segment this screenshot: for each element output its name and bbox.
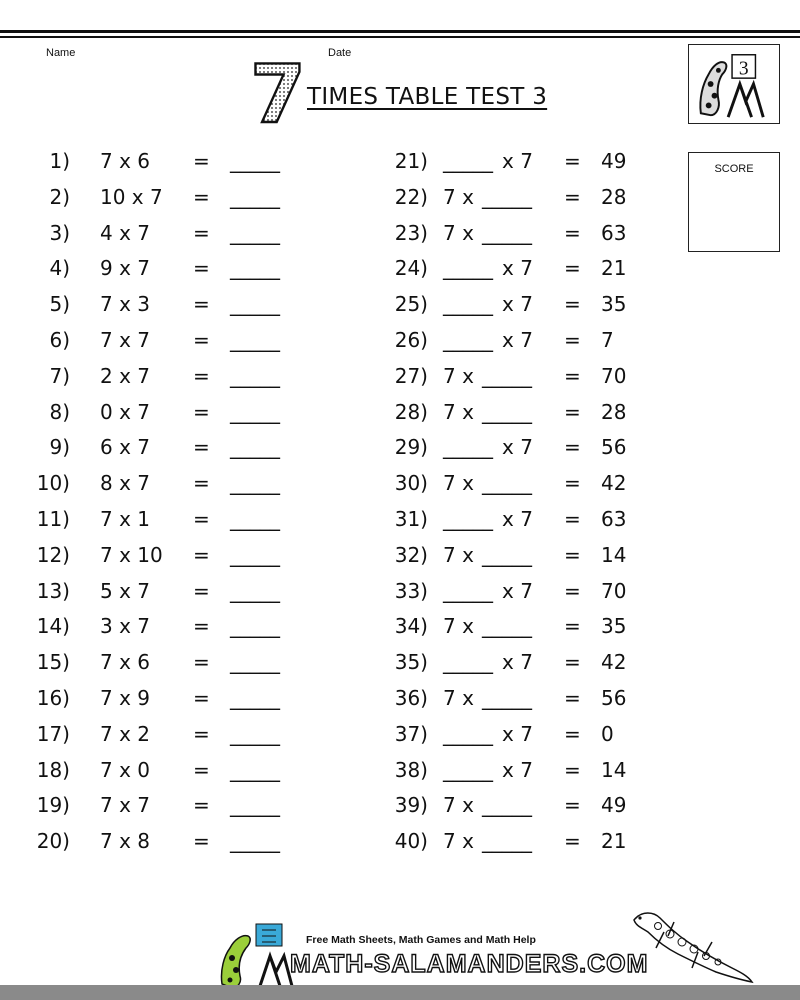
problem-number: 27) bbox=[394, 363, 428, 388]
equals-sign: = bbox=[564, 435, 581, 460]
equals-sign: = bbox=[193, 578, 210, 603]
answer-blank[interactable]: _____ bbox=[230, 507, 280, 531]
footer-salamander-icon bbox=[212, 922, 294, 988]
problem-row bbox=[0, 325, 660, 355]
answer-blank[interactable]: _____ bbox=[230, 399, 280, 424]
problem-number: 29) bbox=[394, 435, 428, 460]
answer-blank[interactable]: _____ bbox=[230, 542, 280, 567]
problem-expression: 7 x 1 bbox=[100, 507, 150, 531]
problem-result: 70 bbox=[601, 363, 627, 388]
problem-expression: 9 x 7 bbox=[100, 256, 150, 281]
answer-blank[interactable]: _____ bbox=[482, 363, 532, 388]
equals-sign: = bbox=[193, 149, 210, 173]
problem-result: 49 bbox=[601, 149, 627, 173]
problem-expression: 0 x 7 bbox=[100, 399, 150, 424]
problem-number: 1) bbox=[49, 149, 70, 173]
problem-number: 24) bbox=[394, 256, 428, 281]
problem-factor: 7 x bbox=[443, 363, 474, 388]
problem-factor: 7 x bbox=[443, 220, 474, 245]
problem-row bbox=[0, 790, 660, 820]
answer-blank[interactable]: _____ bbox=[443, 578, 493, 603]
problem-factor: x 7 bbox=[502, 435, 533, 460]
problem-row bbox=[0, 647, 660, 677]
equals-sign: = bbox=[564, 149, 581, 173]
answer-blank[interactable]: _____ bbox=[230, 149, 280, 173]
problem-result: 56 bbox=[601, 435, 627, 460]
problem-row bbox=[0, 826, 660, 856]
problem-factor: x 7 bbox=[502, 757, 533, 782]
equals-sign: = bbox=[564, 757, 581, 782]
problem-number: 36) bbox=[394, 686, 428, 710]
salamander-icon bbox=[628, 902, 754, 986]
equals-sign: = bbox=[564, 328, 581, 352]
equals-sign: = bbox=[564, 686, 581, 710]
problem-number: 19) bbox=[36, 793, 70, 818]
answer-blank[interactable]: _____ bbox=[443, 650, 493, 675]
equals-sign: = bbox=[193, 614, 210, 639]
problem-number: 12) bbox=[36, 542, 70, 567]
equals-sign: = bbox=[564, 721, 581, 746]
problem-number: 18) bbox=[36, 757, 70, 782]
page-title: TIMES TABLE TEST 3 bbox=[307, 84, 548, 110]
answer-blank[interactable]: _____ bbox=[482, 220, 532, 245]
problem-number: 39) bbox=[394, 793, 428, 818]
answer-blank[interactable]: _____ bbox=[482, 829, 532, 854]
answer-blank[interactable]: _____ bbox=[443, 507, 493, 531]
problem-row bbox=[0, 361, 660, 391]
equals-sign: = bbox=[564, 578, 581, 603]
problem-factor: 7 x bbox=[443, 686, 474, 710]
problem-number: 31) bbox=[394, 507, 428, 531]
big-number-text: 7 bbox=[250, 58, 306, 128]
problem-factor: 7 x bbox=[443, 614, 474, 639]
equals-sign: = bbox=[193, 220, 210, 245]
answer-blank[interactable]: _____ bbox=[443, 435, 493, 460]
answer-blank[interactable]: _____ bbox=[230, 721, 280, 746]
problem-row bbox=[0, 719, 660, 749]
answer-blank[interactable]: _____ bbox=[482, 542, 532, 567]
problem-row bbox=[0, 576, 660, 606]
header-rule-thin bbox=[0, 36, 800, 38]
problem-expression: 7 x 3 bbox=[100, 292, 150, 317]
problem-expression: 7 x 8 bbox=[100, 829, 150, 854]
problem-expression: 7 x 6 bbox=[100, 149, 150, 173]
answer-blank[interactable]: _____ bbox=[230, 328, 280, 352]
answer-blank[interactable]: _____ bbox=[230, 650, 280, 675]
problem-number: 23) bbox=[394, 220, 428, 245]
problem-number: 26) bbox=[394, 328, 428, 352]
problem-result: 0 bbox=[601, 721, 614, 746]
date-label: Date bbox=[328, 47, 352, 59]
answer-blank[interactable]: _____ bbox=[482, 686, 532, 710]
problem-number: 37) bbox=[394, 721, 428, 746]
problem-result: 7 bbox=[601, 328, 614, 352]
problem-result: 63 bbox=[601, 220, 627, 245]
answer-blank[interactable]: _____ bbox=[443, 256, 493, 281]
name-label: Name bbox=[46, 47, 76, 59]
equals-sign: = bbox=[564, 363, 581, 388]
problem-expression: 2 x 7 bbox=[100, 363, 150, 388]
problem-number: 38) bbox=[394, 757, 428, 782]
problem-number: 32) bbox=[394, 542, 428, 567]
equals-sign: = bbox=[564, 614, 581, 639]
problem-factor: x 7 bbox=[502, 328, 533, 352]
problem-result: 21 bbox=[601, 256, 627, 281]
problem-result: 49 bbox=[601, 793, 627, 818]
problem-result: 56 bbox=[601, 686, 627, 710]
problem-number: 35) bbox=[394, 650, 428, 675]
problem-factor: x 7 bbox=[502, 721, 533, 746]
equals-sign: = bbox=[564, 292, 581, 317]
problem-row bbox=[0, 683, 660, 713]
equals-sign: = bbox=[564, 471, 581, 496]
equals-sign: = bbox=[193, 793, 210, 818]
problem-expression: 4 x 7 bbox=[100, 220, 150, 245]
equals-sign: = bbox=[193, 435, 210, 460]
problem-factor: 7 x bbox=[443, 542, 474, 567]
problem-number: 15) bbox=[36, 650, 70, 675]
problem-number: 34) bbox=[394, 614, 428, 639]
problem-factor: 7 x bbox=[443, 399, 474, 424]
problem-row bbox=[0, 253, 660, 283]
problem-factor: x 7 bbox=[502, 650, 533, 675]
answer-blank[interactable]: _____ bbox=[230, 471, 280, 496]
answer-blank[interactable]: _____ bbox=[443, 149, 493, 173]
equals-sign: = bbox=[193, 721, 210, 746]
problem-row bbox=[0, 218, 660, 248]
header-rule bbox=[0, 30, 800, 33]
problem-row bbox=[0, 289, 660, 319]
logo-number: 3 bbox=[738, 58, 749, 80]
problem-result: 63 bbox=[601, 507, 627, 531]
problem-row bbox=[0, 755, 660, 785]
problem-expression: 6 x 7 bbox=[100, 435, 150, 460]
equals-sign: = bbox=[564, 184, 581, 209]
bottom-band bbox=[0, 985, 800, 1000]
equals-sign: = bbox=[564, 220, 581, 245]
logo-box bbox=[688, 44, 780, 124]
answer-blank[interactable]: _____ bbox=[230, 578, 280, 603]
problem-number: 25) bbox=[394, 292, 428, 317]
answer-blank[interactable]: _____ bbox=[482, 399, 532, 424]
problem-result: 14 bbox=[601, 757, 627, 782]
equals-sign: = bbox=[193, 399, 210, 424]
equals-sign: = bbox=[564, 542, 581, 567]
problem-number: 28) bbox=[394, 399, 428, 424]
problem-result: 21 bbox=[601, 829, 627, 854]
problem-result: 28 bbox=[601, 399, 627, 424]
problem-result: 35 bbox=[601, 292, 627, 317]
big-number-seven bbox=[250, 58, 306, 128]
problem-number: 4) bbox=[49, 256, 70, 281]
answer-blank[interactable]: _____ bbox=[230, 757, 280, 782]
problem-expression: 5 x 7 bbox=[100, 578, 150, 603]
answer-blank[interactable]: _____ bbox=[443, 757, 493, 782]
equals-sign: = bbox=[193, 328, 210, 352]
problem-factor: x 7 bbox=[502, 149, 533, 173]
problem-number: 21) bbox=[394, 149, 428, 173]
problem-number: 7) bbox=[49, 363, 70, 388]
problem-number: 10) bbox=[36, 471, 70, 496]
problem-expression: 10 x 7 bbox=[100, 184, 163, 209]
problem-number: 16) bbox=[36, 686, 70, 710]
problem-number: 8) bbox=[49, 399, 70, 424]
problem-factor: x 7 bbox=[502, 256, 533, 281]
answer-blank[interactable]: _____ bbox=[482, 471, 532, 496]
problem-expression: 7 x 0 bbox=[100, 757, 150, 782]
problem-row bbox=[0, 146, 660, 176]
answer-blank[interactable]: _____ bbox=[482, 184, 532, 209]
equals-sign: = bbox=[564, 256, 581, 281]
problem-row bbox=[0, 504, 660, 534]
equals-sign: = bbox=[193, 507, 210, 531]
problem-expression: 7 x 2 bbox=[100, 721, 150, 746]
problem-expression: 8 x 7 bbox=[100, 471, 150, 496]
answer-blank[interactable]: _____ bbox=[482, 614, 532, 639]
answer-blank[interactable]: _____ bbox=[230, 793, 280, 818]
salamander-logo-icon bbox=[689, 45, 779, 123]
problem-number: 2) bbox=[49, 184, 70, 209]
problem-result: 42 bbox=[601, 471, 627, 496]
answer-blank[interactable]: _____ bbox=[230, 363, 280, 388]
footer-tagline: Free Math Sheets, Math Games and Math Help bbox=[306, 934, 536, 946]
problem-expression: 7 x 6 bbox=[100, 650, 150, 675]
equals-sign: = bbox=[564, 793, 581, 818]
problem-expression: 7 x 9 bbox=[100, 686, 150, 710]
problem-row bbox=[0, 611, 660, 641]
problem-number: 40) bbox=[394, 829, 428, 854]
equals-sign: = bbox=[564, 507, 581, 531]
problem-result: 28 bbox=[601, 184, 627, 209]
problem-number: 14) bbox=[36, 614, 70, 639]
problem-factor: 7 x bbox=[443, 829, 474, 854]
problem-row bbox=[0, 468, 660, 498]
equals-sign: = bbox=[193, 363, 210, 388]
problem-row bbox=[0, 432, 660, 462]
score-box bbox=[688, 152, 780, 252]
answer-blank[interactable]: _____ bbox=[443, 721, 493, 746]
problem-row bbox=[0, 540, 660, 570]
problem-number: 22) bbox=[394, 184, 428, 209]
answer-blank[interactable]: _____ bbox=[482, 793, 532, 818]
problem-number: 9) bbox=[49, 435, 70, 460]
equals-sign: = bbox=[564, 650, 581, 675]
score-label: SCORE bbox=[714, 163, 754, 175]
footer-brand-logo: MATH-SALAMANDERS.COM bbox=[290, 950, 649, 978]
equals-sign: = bbox=[193, 184, 210, 209]
answer-blank[interactable]: _____ bbox=[230, 829, 280, 854]
problem-number: 11) bbox=[36, 507, 70, 531]
answer-blank[interactable]: _____ bbox=[230, 292, 280, 317]
equals-sign: = bbox=[193, 471, 210, 496]
problem-number: 20) bbox=[36, 829, 70, 854]
answer-blank[interactable]: _____ bbox=[443, 328, 493, 352]
equals-sign: = bbox=[193, 256, 210, 281]
problem-factor: 7 x bbox=[443, 184, 474, 209]
answer-blank[interactable]: _____ bbox=[230, 184, 280, 209]
problem-factor: x 7 bbox=[502, 578, 533, 603]
equals-sign: = bbox=[193, 829, 210, 854]
problem-row bbox=[0, 397, 660, 427]
equals-sign: = bbox=[193, 686, 210, 710]
equals-sign: = bbox=[193, 757, 210, 782]
problem-factor: 7 x bbox=[443, 471, 474, 496]
problem-number: 6) bbox=[49, 328, 70, 352]
answer-blank[interactable]: _____ bbox=[230, 435, 280, 460]
problem-factor: 7 x bbox=[443, 793, 474, 818]
answer-blank[interactable]: _____ bbox=[230, 614, 280, 639]
problem-expression: 7 x 7 bbox=[100, 328, 150, 352]
problem-expression: 7 x 10 bbox=[100, 542, 163, 567]
problem-number: 33) bbox=[394, 578, 428, 603]
problem-number: 13) bbox=[36, 578, 70, 603]
problem-result: 42 bbox=[601, 650, 627, 675]
equals-sign: = bbox=[193, 542, 210, 567]
problem-row bbox=[0, 182, 660, 212]
problem-result: 35 bbox=[601, 614, 627, 639]
problem-number: 17) bbox=[36, 721, 70, 746]
problem-number: 30) bbox=[394, 471, 428, 496]
problem-expression: 7 x 7 bbox=[100, 793, 150, 818]
problem-factor: x 7 bbox=[502, 507, 533, 531]
answer-blank[interactable]: _____ bbox=[230, 686, 280, 710]
equals-sign: = bbox=[564, 399, 581, 424]
equals-sign: = bbox=[564, 829, 581, 854]
problem-expression: 3 x 7 bbox=[100, 614, 150, 639]
equals-sign: = bbox=[193, 650, 210, 675]
problem-result: 14 bbox=[601, 542, 627, 567]
problem-number: 5) bbox=[49, 292, 70, 317]
equals-sign: = bbox=[193, 292, 210, 317]
answer-blank[interactable]: _____ bbox=[230, 256, 280, 281]
problem-number: 3) bbox=[49, 220, 70, 245]
answer-blank[interactable]: _____ bbox=[443, 292, 493, 317]
problem-factor: x 7 bbox=[502, 292, 533, 317]
problem-result: 70 bbox=[601, 578, 627, 603]
answer-blank[interactable]: _____ bbox=[230, 220, 280, 245]
